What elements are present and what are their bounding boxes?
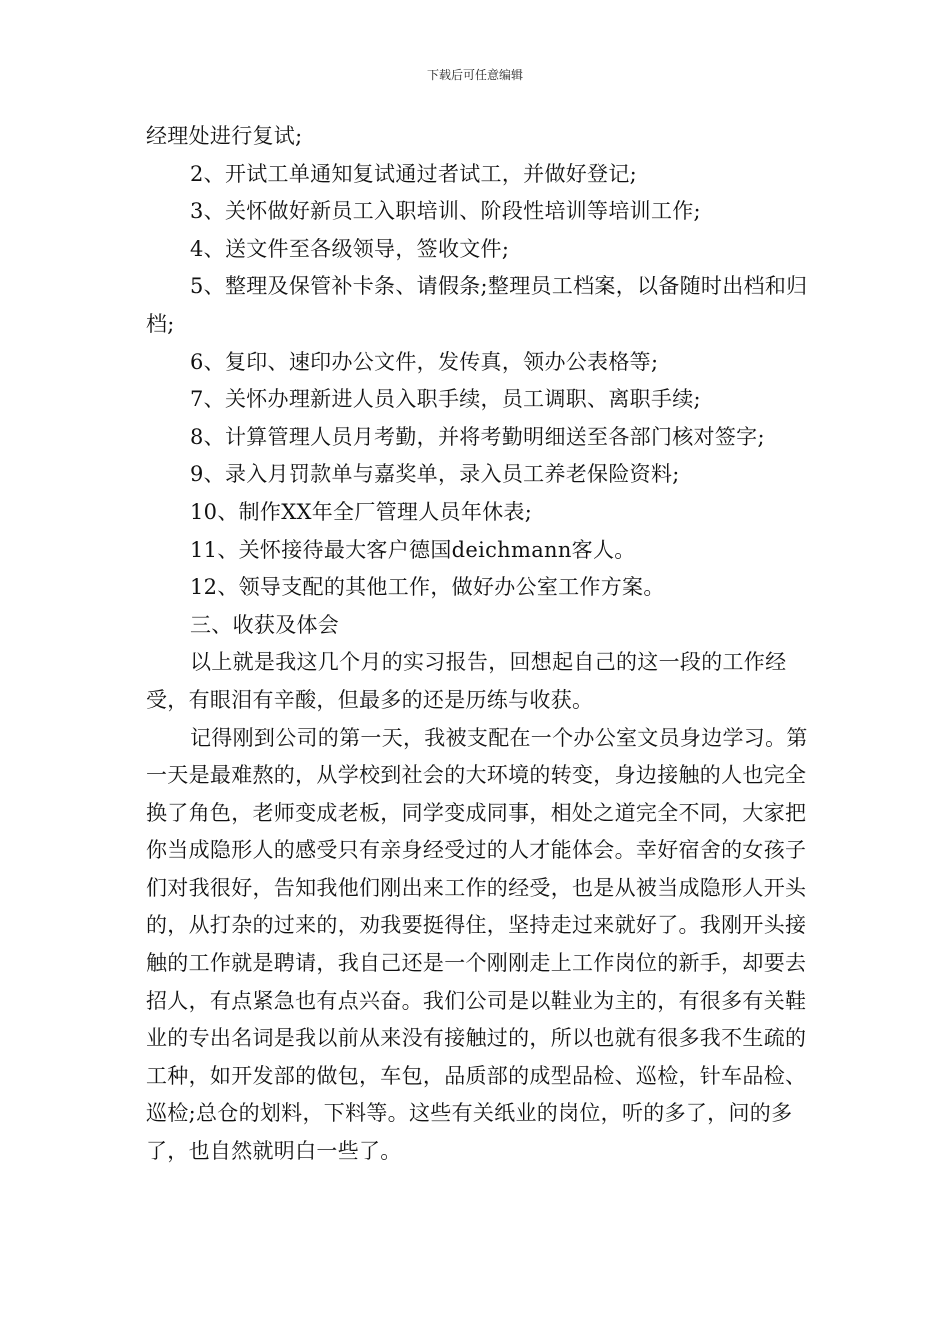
experience-paragraph: 记得刚到公司的第一天，我被支配在一个办公室文员身边学习。第一天是最难熬的，从学校到社会的大环境的转变，身边接触的人也完全换了角色，老师变成老板，同学变成同事，相处之道完全不同，大家把你当成隐形人的感受只有亲身经受过的人才能体会。幸好宿舍的女孩子们对我很好，告知我他们刚出来工作的经受，也是从被当成隐形人开头的，从打杂的过来的，劝我要挺得住，坚持走过来就好了。我刚开头接触的工作就是聘请，我自己还是一个刚刚走上工作岗位的新手，却要去招人，有点紧急也有点兴奋。我们公司是以鞋业为主的，有很多有关鞋业的专出名词是我以前从来没有接触过的，所以也就有很多我不生疏的工种，如开发部的做包，车包，品质部的成型品检、巡检，针车品检、巡检;总仓的划料，下料等。这些有关纸业的岗位，听的多了，问的多了，也自然就明白一些了。 <box>146 725 808 1164</box>
list-item-8: 8、计算管理人员月考勤，并将考勤明细送至各部门核对签字; <box>190 424 765 449</box>
list-item-2: 2、开试工单通知复试通过者试工，并做好登记; <box>190 161 638 186</box>
section-heading: 三、收获及体会 <box>190 612 340 637</box>
list-item-7: 7、关怀办理新进人员入职手续，员工调职、离职手续; <box>190 387 701 412</box>
summary-paragraph: 以上就是我这几个月的实习报告，回想起自己的这一段的工作经受，有眼泪有辛酸，但最多的还是历练与收获。 <box>146 650 787 712</box>
list-item-6: 6、复印、速印办公文件，发传真，领办公表格等; <box>190 349 659 374</box>
list-item-12: 12、领导支配的其他工作，做好办公室工作方案。 <box>190 575 665 600</box>
list-item-3: 3、关怀做好新员工入职培训、阶段性培训等培训工作; <box>190 199 701 224</box>
list-item-11: 11、关怀接待最大客户德国deichmann客人。 <box>190 537 636 562</box>
page-header: 下载后可任意编辑 <box>426 68 523 82</box>
list-item-5: 5、整理及保管补卡条、请假条;整理员工档案，以备随时出档和归档; <box>146 274 808 336</box>
list-item-4: 4、送文件至各级领导，签收文件; <box>190 236 510 261</box>
document-body <box>146 118 811 1171</box>
list-item-10: 10、制作XX年全厂管理人员年休表; <box>190 499 533 524</box>
list-item-9: 9、录入月罚款单与嘉奖单，录入员工养老保险资料; <box>190 462 680 487</box>
paragraph-1: 经理处进行复试; <box>146 124 303 148</box>
